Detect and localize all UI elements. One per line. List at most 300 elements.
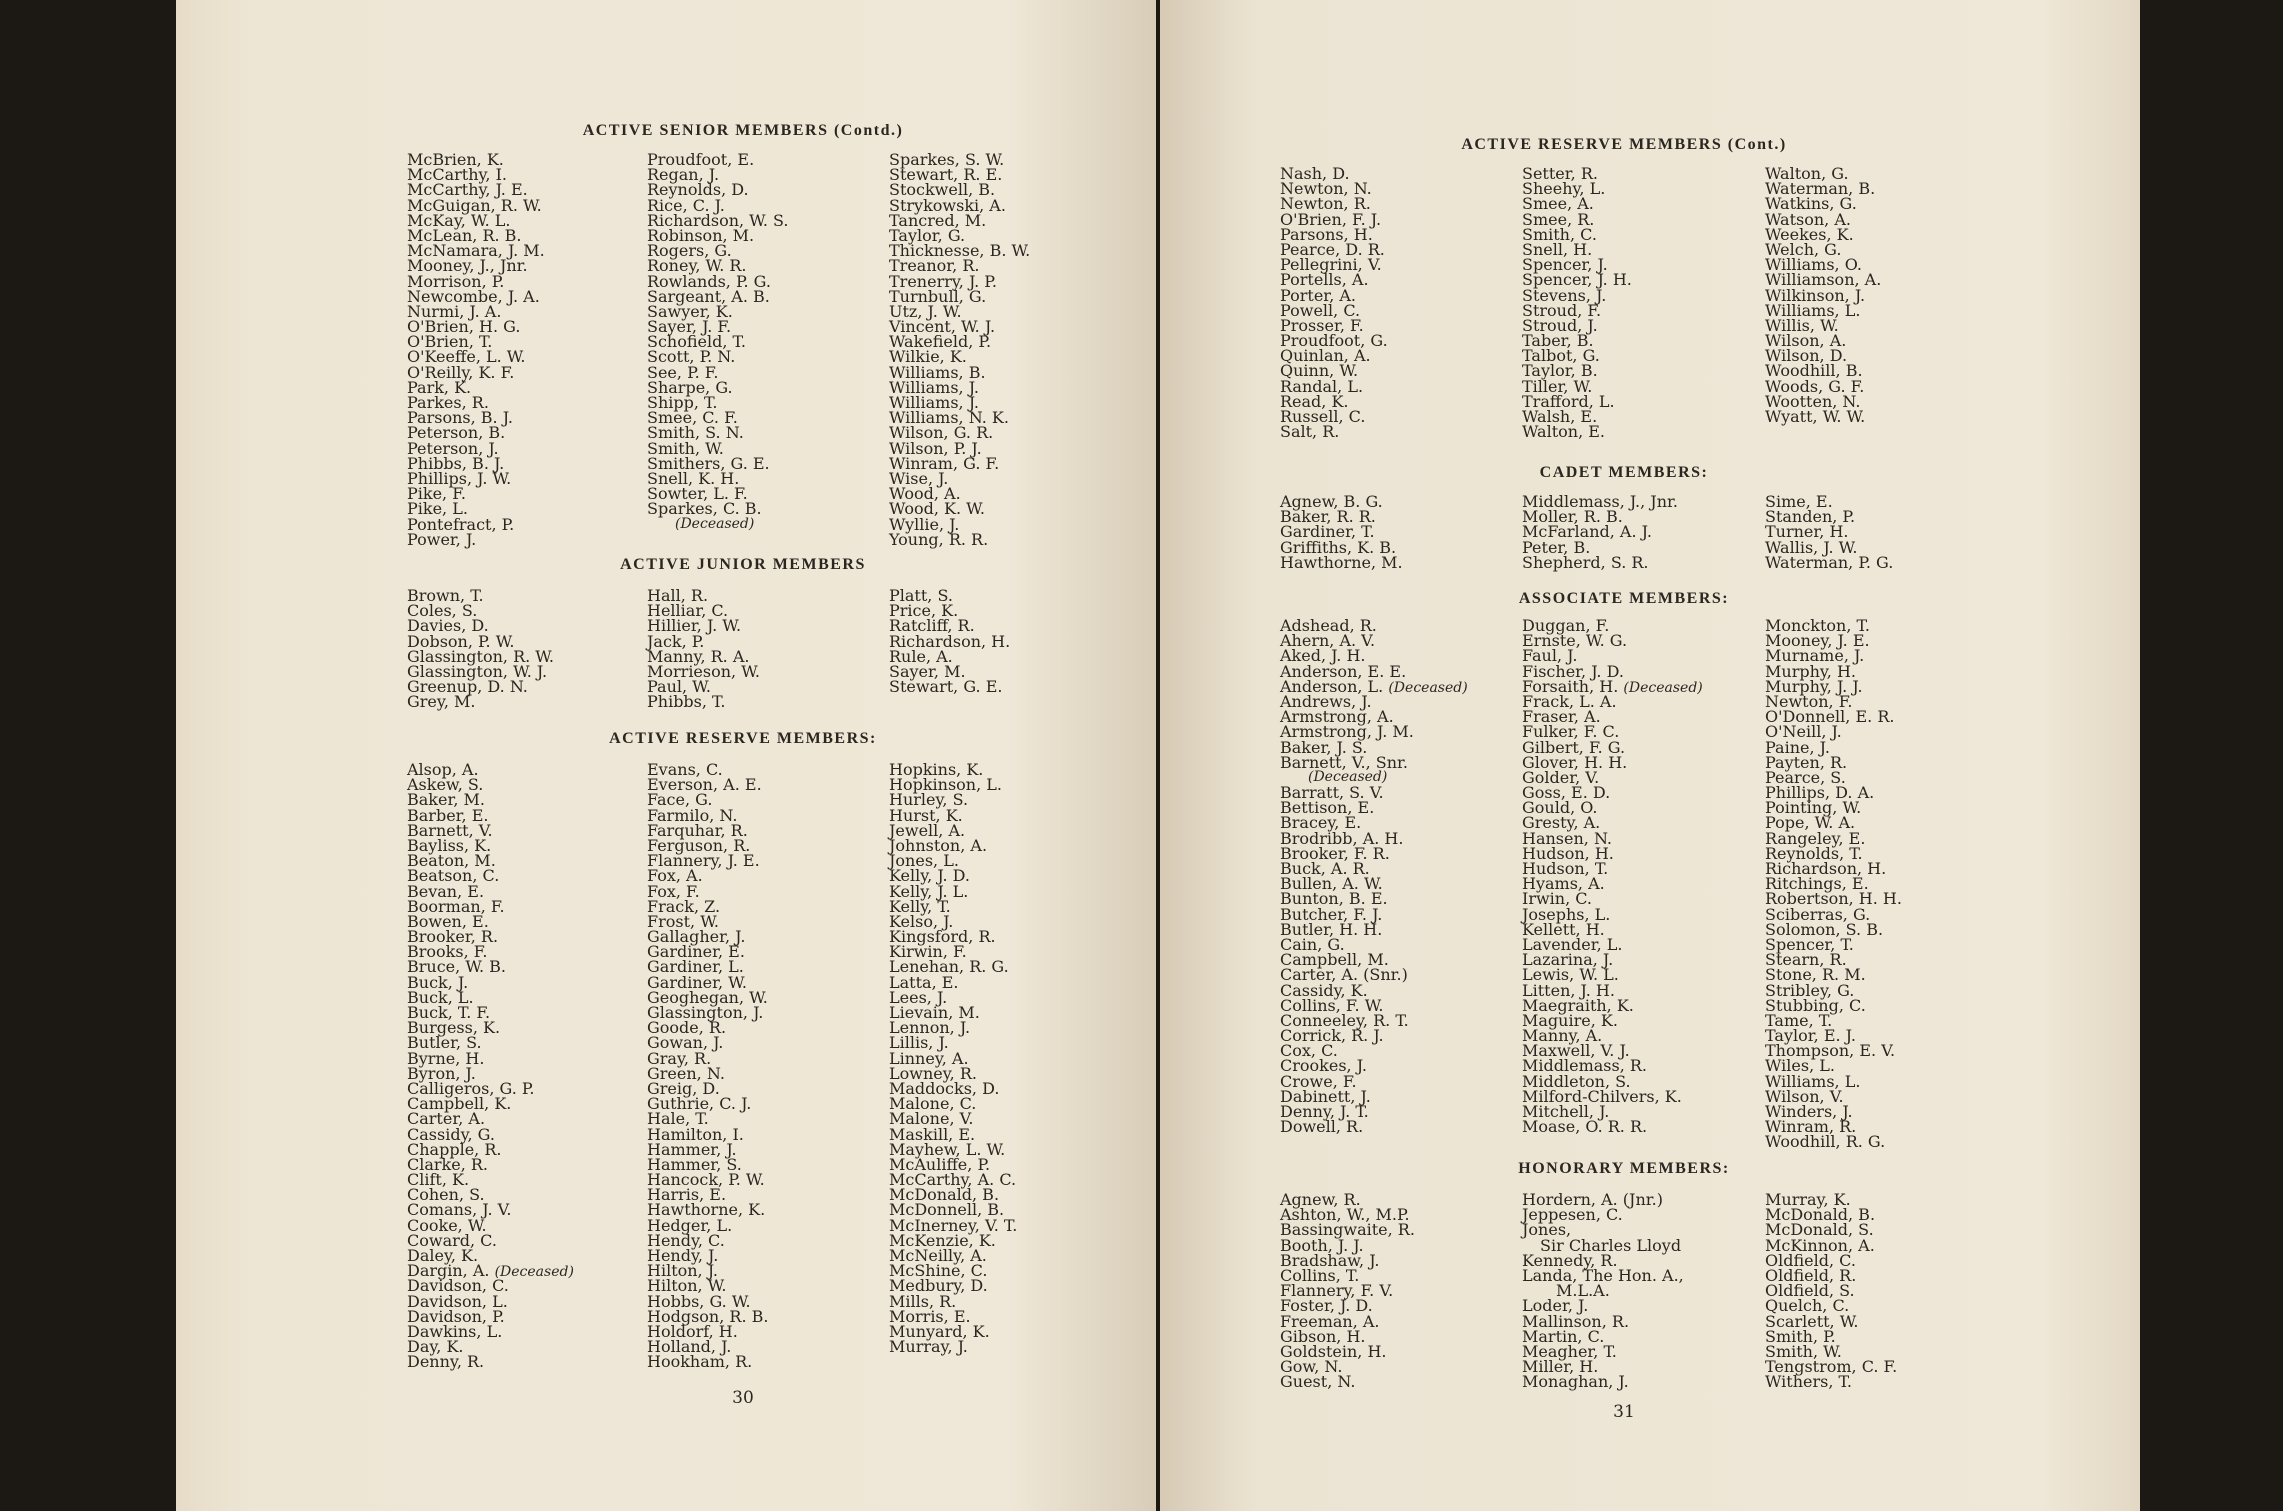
member-name: Bradshaw, J. [1280, 1250, 1380, 1270]
member-name: Turner, H. [1765, 522, 1849, 542]
member-name: Willis, W. [1765, 315, 1839, 335]
name-column [407, 588, 647, 710]
member-name: Hudson, H. [1522, 843, 1614, 863]
member-name: Smee, C. F. [647, 408, 738, 428]
member-name: M.L.A. [1556, 1281, 1610, 1301]
member-name: Loder, J. [1522, 1296, 1589, 1316]
member-name: Coward, C. [407, 1230, 497, 1250]
name-column [889, 586, 1129, 697]
member-name: Smith, C. [1522, 224, 1597, 244]
member-name: Paul, W. [647, 677, 711, 697]
member-name: Cox, C. [1280, 1041, 1338, 1061]
member-name: Dobson, P. W. [407, 631, 515, 651]
section-heading: ACTIVE SENIOR MEMBERS (Contd.) [582, 122, 904, 139]
member-name: Andrews, J. [1280, 691, 1372, 711]
member-name: Porter, A. [1280, 285, 1356, 305]
member-name: Griffiths, K. B. [1280, 537, 1397, 557]
member-name: McBrien, K. [407, 150, 504, 169]
member-name: Lennon, J. [889, 1018, 971, 1038]
member-name: Hale, T. [647, 1109, 709, 1129]
member-name: Pope, W. A. [1765, 813, 1856, 833]
member-name: Power, J. [407, 529, 477, 549]
member-name: Stroud, J. [1522, 315, 1598, 335]
member-name: Jeppesen, C. [1522, 1205, 1623, 1225]
member-name: Pointing, W. [1765, 798, 1862, 818]
member-name: Utz, J. W. [889, 301, 962, 321]
member-name: Hall, R. [647, 586, 709, 605]
member-name: McInerney, V. T. [889, 1215, 1018, 1235]
member-name: Welch, G. [1765, 239, 1842, 259]
member-name: Turnbull, G. [889, 286, 987, 306]
member-name: Murphy, H. [1765, 661, 1857, 681]
member-name: Malone, V. [889, 1109, 974, 1129]
member-name: Dawkins, L. [407, 1321, 503, 1341]
member-name: Prosser, F. [1280, 315, 1364, 335]
member-name: Phibbs, B. J. [407, 453, 505, 473]
name-column [647, 152, 887, 532]
member-name: Strykowski, A. [889, 195, 1006, 215]
member-name: Tengstrom, C. F. [1765, 1357, 1898, 1377]
member-name: Green, N. [647, 1063, 725, 1083]
member-name: Crowe, F. [1280, 1071, 1357, 1091]
member-name: Bassingwaite, R. [1280, 1220, 1415, 1240]
member-name: Sparkes, S. W. [889, 150, 1005, 169]
member-name: Davidson, C. [407, 1276, 509, 1296]
member-name: Sharpe, G. [647, 377, 733, 397]
member-name: Richardson, H. [889, 631, 1011, 651]
member-name: Stevens, J. [1522, 285, 1607, 305]
member-name: Snell, H. [1522, 239, 1593, 259]
member-name: Holland, J. [647, 1337, 732, 1357]
member-name: Peterson, B. [407, 423, 506, 443]
name-column [1522, 494, 1762, 570]
member-name: Martin, C. [1522, 1326, 1605, 1346]
member-name: Quinn, W. [1280, 361, 1359, 381]
member-name: (Deceased) [675, 515, 755, 532]
member-name: Gow, N. [1280, 1357, 1343, 1377]
member-name: Richardson, W. S. [647, 210, 789, 230]
member-name: Gardiner, L. [647, 957, 744, 977]
member-name: Bruce, W. B. [407, 957, 506, 977]
member-name: Monckton, T. [1765, 616, 1870, 635]
member-name: Spencer, T. [1765, 934, 1854, 954]
member-name: Greig, D. [647, 1078, 720, 1098]
member-name: Woodhill, R. G. [1765, 1132, 1886, 1152]
member-name: Middlemass, J., Jnr. [1522, 492, 1678, 511]
member-name: Payten, R. [1765, 752, 1848, 772]
member-name: Sheehy, L. [1522, 179, 1606, 199]
name-column [1765, 618, 2005, 1150]
member-name: Waterman, P. G. [1765, 552, 1894, 572]
member-name: Smee, R. [1522, 209, 1595, 229]
member-name: Newton, N. [1280, 179, 1372, 199]
name-column [889, 152, 1129, 547]
member-name: Hawthorne, M. [1280, 552, 1403, 572]
member-name: Comans, J. V. [407, 1200, 512, 1220]
member-name: Sime, E. [1765, 492, 1833, 511]
member-name: Phillips, D. A. [1765, 783, 1875, 803]
member-name: Davies, D. [407, 616, 489, 636]
member-name: Thompson, E. V. [1765, 1041, 1896, 1061]
member-name: Ernste, W. G. [1522, 631, 1628, 651]
member-name: Tancred, M. [889, 210, 987, 230]
member-name: (Deceased) [1308, 768, 1388, 785]
member-name: Trafford, L. [1522, 391, 1615, 411]
member-name: Baker, J. S. [1280, 737, 1368, 757]
name-column [1765, 1190, 2005, 1392]
member-name: Mooney, J. E. [1765, 631, 1870, 651]
member-name: Hurley, S. [889, 790, 969, 810]
member-name: Irwin, C. [1522, 889, 1593, 909]
member-name: Cooke, W. [407, 1215, 487, 1235]
section-heading: ACTIVE RESERVE MEMBERS: [609, 730, 877, 747]
member-name: Scott, P. N. [647, 347, 736, 367]
member-name: Williamson, A. [1765, 270, 1882, 290]
member-name: Thicknesse, B. W. [889, 241, 1031, 261]
member-name: Weekes, K. [1765, 224, 1854, 244]
member-name: Fischer, J. D. [1522, 661, 1624, 681]
member-name: Gardiner, W. [647, 972, 747, 992]
member-name: Boorman, F. [407, 896, 505, 916]
member-name: Collins, F. W. [1280, 995, 1384, 1015]
member-name: McFarland, A. J. [1522, 522, 1652, 542]
member-name: Randal, L. [1280, 376, 1364, 396]
member-name: Winram, G. F. [889, 453, 1000, 473]
name-column [1280, 494, 1520, 570]
member-name: Setter, R. [1522, 164, 1598, 183]
member-name: Cain, G. [1280, 934, 1345, 954]
member-name: Tiller, W. [1522, 376, 1593, 396]
member-name: Hordern, A. (Jnr.) [1522, 1190, 1663, 1209]
member-name: Brooker, R. [407, 927, 499, 947]
member-name: Hilton, J. [647, 1261, 718, 1281]
section-heading: CADET MEMBERS: [1539, 464, 1709, 481]
name-column [1765, 494, 2005, 570]
member-name: Jones, L. [889, 851, 959, 871]
member-name: Hopkins, K. [889, 760, 984, 779]
member-name: Hodgson, R. B. [647, 1306, 769, 1326]
member-name: Hedger, L. [647, 1215, 733, 1235]
member-name: Bullen, A. W. [1280, 874, 1383, 894]
member-name: Hammer, J. [647, 1139, 737, 1159]
member-name: McCarthy, I. [407, 165, 507, 185]
member-name: Munyard, K. [889, 1321, 990, 1341]
member-name: McNamara, J. M. [407, 241, 545, 261]
member-name: Hilton, W. [647, 1276, 727, 1296]
member-name: Williams, L. [1765, 300, 1861, 320]
member-name: Ashton, W., M.P. [1280, 1205, 1410, 1225]
member-name: Watkins, G. [1765, 194, 1857, 214]
member-name: Taylor, B. [1522, 361, 1598, 381]
member-name: Smith, P. [1765, 1326, 1836, 1346]
member-name: Hawthorne, K. [647, 1200, 766, 1220]
member-name: McGuigan, R. W. [407, 195, 542, 215]
name-column [647, 588, 887, 710]
member-name: Flannery, J. E. [647, 851, 760, 871]
member-name: McAuliffe, P. [889, 1154, 991, 1174]
member-name: Kellett, H. [1522, 919, 1605, 939]
member-name: Faul, J. [1522, 646, 1578, 666]
member-name: Buck, T. F. [407, 1003, 491, 1022]
member-name: Newton, R. [1280, 194, 1371, 214]
right-page [1160, 0, 2140, 1511]
member-name: Pellegrini, V. [1280, 255, 1382, 275]
member-name: Lillis, J. [889, 1033, 949, 1053]
member-name: Fulker, F. C. [1522, 722, 1620, 742]
member-name: Holdorf, H. [647, 1321, 738, 1341]
member-name: Platt, S. [889, 586, 953, 605]
member-name: Morrieson, W. [647, 661, 760, 681]
member-name: Jones, [1522, 1220, 1572, 1240]
member-name: Solomon, S. B. [1765, 919, 1884, 939]
member-name: Davidson, L. [407, 1291, 508, 1311]
member-name: Anderson, L. (Deceased) [1280, 676, 1468, 696]
member-name: Glassington, R. W. [407, 646, 555, 666]
member-name: Jewell, A. [889, 820, 966, 840]
member-name: Anderson, E. E. [1280, 661, 1407, 681]
member-name: Calligeros, G. P. [407, 1078, 535, 1098]
name-column [1522, 164, 1762, 442]
member-name: Buck, L. [407, 987, 474, 1007]
member-name: Williams, J. [889, 393, 979, 412]
member-name: Face, G. [647, 790, 713, 810]
member-name: Moller, R. B. [1522, 507, 1623, 527]
member-name: Glassington, W. J. [407, 661, 548, 681]
member-name: Cohen, S. [407, 1185, 485, 1205]
member-name: Wyllie, J. [889, 514, 960, 534]
member-name: Stearn, R. [1765, 950, 1847, 970]
member-name: Flannery, F. V. [1280, 1281, 1394, 1301]
section-heading: ACTIVE JUNIOR MEMBERS [620, 556, 866, 573]
member-name: Withers, T. [1765, 1372, 1852, 1392]
member-name: Stribley, G. [1765, 980, 1855, 1000]
member-name: Scarlett, W. [1765, 1311, 1859, 1331]
member-name: Moase, O. R. R. [1522, 1117, 1648, 1137]
name-column [1522, 1190, 1762, 1392]
member-name: Sayer, M. [889, 661, 966, 681]
member-name: Cassidy, K. [1280, 980, 1368, 1000]
member-name: Sir Charles Lloyd [1540, 1235, 1682, 1255]
member-name: Greenup, D. N. [407, 677, 528, 697]
name-column [647, 762, 887, 1370]
member-name: Farquhar, R. [647, 820, 748, 840]
member-name: Waterman, B. [1765, 179, 1876, 199]
member-name: Hansen, N. [1522, 828, 1613, 848]
section-heading: HONORARY MEMBERS: [1518, 1160, 1730, 1177]
member-name: Rice, C. J. [647, 195, 725, 215]
member-name: Collins, T. [1280, 1265, 1360, 1285]
member-name: Walton, E. [1522, 422, 1606, 442]
member-name: Peter, B. [1522, 537, 1591, 557]
member-name: Taylor, G. [889, 225, 966, 245]
section-heading: ACTIVE RESERVE MEMBERS (Cont.) [1461, 136, 1787, 153]
member-name: Spencer, J. H. [1522, 270, 1632, 290]
member-name: Standen, P. [1765, 507, 1856, 527]
member-name: Phillips, J. W. [407, 468, 512, 488]
member-name: Sayer, J. F. [647, 317, 732, 337]
member-name: Stone, R. M. [1765, 965, 1866, 985]
member-name: Goldstein, H. [1280, 1341, 1387, 1361]
member-name: Wallis, J. W. [1765, 537, 1858, 557]
member-name: Pike, L. [407, 499, 468, 519]
member-name: Bowen, E. [407, 911, 489, 931]
member-name: Richardson, H. [1765, 859, 1887, 878]
name-column [889, 760, 1129, 1357]
member-name: Wilson, G. R. [889, 423, 994, 443]
member-name: Morris, E. [889, 1306, 971, 1326]
member-name: Clift, K. [407, 1170, 470, 1190]
member-name: Barratt, S. V. [1280, 783, 1384, 803]
member-name: Williams, O. [1765, 255, 1862, 275]
member-name: Talbot, G. [1522, 346, 1600, 366]
member-name: Bayliss, K. [407, 835, 492, 855]
member-name: Vincent, W. J. [889, 317, 996, 337]
member-name: Newcombe, J. A. [407, 286, 540, 306]
member-name: Brooker, F. R. [1280, 843, 1390, 863]
member-name: Sawyer, K. [647, 301, 733, 321]
member-name: Oldfield, C. [1765, 1250, 1856, 1270]
member-name: Gardiner, E. [647, 942, 745, 962]
member-name: Morrison, P. [407, 271, 505, 291]
member-name: Park, K. [407, 377, 472, 397]
member-name: Snell, K. H. [647, 468, 740, 488]
member-name: Butler, H. H. [1280, 919, 1383, 939]
member-name: Williams, J. [889, 377, 979, 397]
member-name: Maxwell, V. J. [1522, 1041, 1630, 1061]
section-heading: ASSOCIATE MEMBERS: [1518, 590, 1730, 607]
member-name: Rogers, G. [647, 241, 732, 261]
member-name: Johnston, A. [889, 835, 988, 855]
member-name: Hyams, A. [1522, 874, 1605, 894]
member-name: Freeman, A. [1280, 1311, 1380, 1331]
member-name: Lowney, R. [889, 1063, 977, 1083]
member-name: Smithers, G. E. [647, 453, 770, 473]
member-name: Miller, H. [1522, 1357, 1599, 1377]
member-name: Woodhill, B. [1765, 361, 1863, 381]
member-name: Lavender, L. [1522, 934, 1623, 954]
member-name: O'Brien, H. G. [407, 317, 521, 337]
member-name: Quelch, C. [1765, 1296, 1850, 1316]
name-column [1280, 1190, 1520, 1392]
member-name: Rangeley, E. [1765, 828, 1866, 848]
left-page [176, 0, 1156, 1511]
member-name: Booth, J. J. [1280, 1235, 1364, 1255]
member-name: Dabinett, J. [1280, 1086, 1371, 1106]
member-name: Kelly, J. L. [889, 881, 969, 901]
member-name: Linney, A. [889, 1048, 969, 1068]
member-name: Lees, J. [889, 987, 948, 1007]
member-name: Baker, M. [407, 790, 485, 810]
member-name: Hammer, S. [647, 1154, 742, 1174]
member-name: Medbury, D. [889, 1276, 988, 1296]
member-name: Murphy, J. J. [1765, 676, 1863, 696]
member-name: Gowan, J. [647, 1033, 724, 1053]
member-name: Hobbs, G. W. [647, 1291, 751, 1311]
member-name: Carter, A. (Snr.) [1280, 965, 1408, 985]
name-column [1765, 166, 2005, 424]
member-name: McCarthy, J. E. [407, 180, 528, 200]
member-name: Powell, C. [1280, 300, 1361, 320]
member-name: Askew, S. [407, 775, 484, 795]
member-name: Foster, J. D. [1280, 1296, 1373, 1316]
member-name: Smith, S. N. [647, 423, 744, 443]
member-name: Smith, W. [647, 438, 724, 458]
member-name: Pike, F. [407, 484, 466, 504]
member-name: Corrick, R. J. [1280, 1026, 1384, 1046]
member-name: Parsons, B. J. [407, 408, 513, 428]
member-name: Forsaith, H. (Deceased) [1522, 676, 1703, 696]
member-name: Quinlan, A. [1280, 346, 1371, 366]
member-name: Fox, A. [647, 866, 703, 886]
member-name: Kelly, T. [889, 896, 951, 916]
member-name: Wootten, N. [1765, 391, 1861, 411]
member-name: Armstrong, A. [1280, 707, 1394, 727]
member-name: Meagher, T. [1522, 1341, 1617, 1361]
member-name: Mooney, J., Jnr. [407, 256, 528, 276]
member-name: Wilson, A. [1765, 331, 1847, 351]
member-name: Frack, Z. [647, 896, 721, 916]
member-name: Beatson, C. [407, 866, 500, 886]
name-column [1522, 616, 1762, 1137]
member-name: Wilson, D. [1765, 346, 1848, 366]
member-name: Dowell, R. [1280, 1117, 1364, 1137]
member-name: Barber, E. [407, 805, 489, 825]
member-name: Chapple, R. [407, 1139, 502, 1159]
member-name: Coles, S. [407, 601, 478, 621]
member-name: Milford-Chilvers, K. [1522, 1086, 1682, 1106]
member-name: Gould, O. [1522, 798, 1598, 818]
member-name: Hillier, J. W. [647, 616, 742, 636]
member-name: Burgess, K. [407, 1018, 501, 1038]
member-name: Reynolds, D. [647, 180, 749, 200]
member-name: Kennedy, R. [1522, 1250, 1618, 1270]
member-name: Roney, W. R. [647, 256, 747, 276]
member-name: Ferguson, R. [647, 835, 751, 855]
member-name: Alsop, A. [407, 760, 479, 779]
member-name: Wood, K. W. [889, 499, 985, 519]
member-name: Buck, A. R. [1280, 859, 1370, 878]
member-name: Hurst, K. [889, 805, 963, 825]
member-name: Clarke, R. [407, 1154, 489, 1174]
member-name: Lievain, M. [889, 1003, 980, 1022]
member-name: Reynolds, T. [1765, 843, 1863, 863]
member-name: Winders, J. [1765, 1102, 1853, 1121]
member-name: O'Keeffe, L. W. [407, 347, 526, 367]
member-name: Kelly, J. D. [889, 866, 970, 886]
member-name: Adshead, R. [1280, 616, 1377, 635]
member-name: Guthrie, C. J. [647, 1094, 752, 1114]
member-name: Nash, D. [1280, 164, 1350, 183]
member-name: Sparkes, C. B. [647, 499, 762, 519]
member-name: Kirwin, F. [889, 942, 967, 962]
member-name: O'Neill, J. [1765, 722, 1842, 742]
member-name: Parkes, R. [407, 393, 489, 412]
member-name: Peterson, J. [407, 438, 499, 458]
member-name: Proudfoot, E. [647, 150, 755, 169]
member-name: Latta, E. [889, 972, 959, 992]
member-name: Paine, J. [1765, 737, 1830, 757]
member-name: McKay, W. L. [407, 210, 511, 230]
member-name: Duggan, F. [1522, 616, 1610, 635]
member-name: Robinson, M. [647, 225, 755, 245]
member-name: Denny, R. [407, 1352, 485, 1372]
member-name: Murray, K. [1765, 1190, 1851, 1209]
member-name: Helliar, C. [647, 601, 729, 621]
member-name: Murray, J. [889, 1337, 968, 1357]
member-name: Smith, W. [1765, 1341, 1842, 1361]
member-name: Sargeant, A. B. [647, 286, 770, 306]
member-name: Goss, E. D. [1522, 783, 1611, 803]
